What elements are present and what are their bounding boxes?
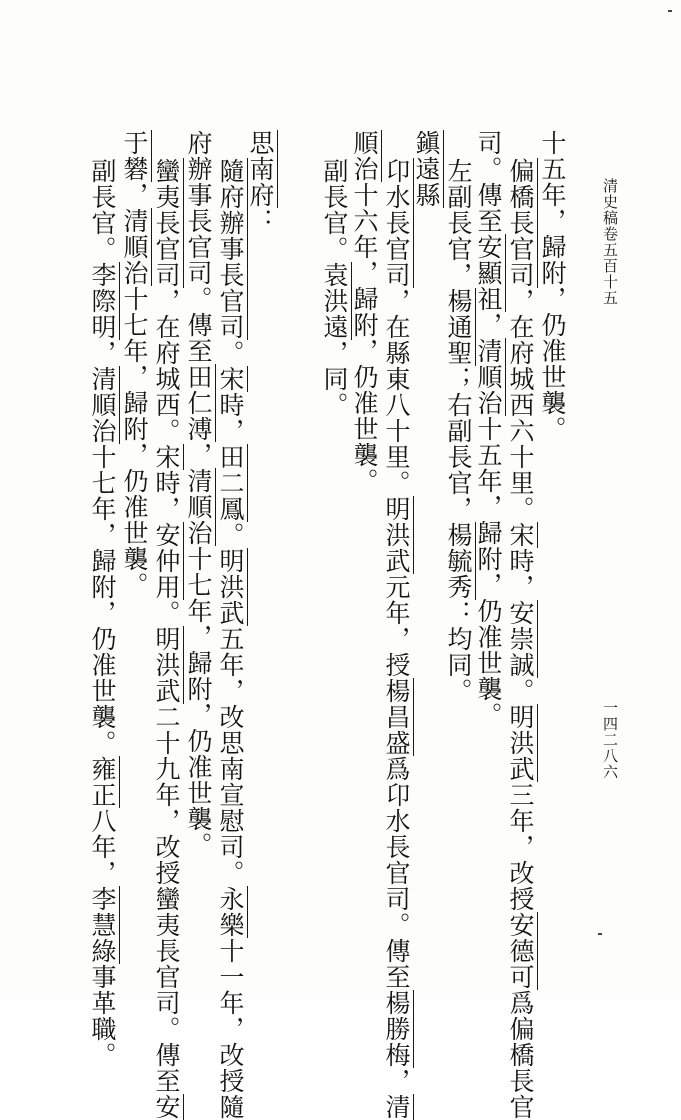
text-segment: ， xyxy=(474,312,503,338)
proper-name: 雍正 xyxy=(88,756,120,808)
proper-name: 明洪武 xyxy=(506,704,538,782)
page-number: 一四二八六 xyxy=(601,700,619,780)
proper-name: 李慧綠 xyxy=(88,886,120,964)
text-segment: 十五年，歸附，仍准世襲。 xyxy=(474,416,503,728)
proper-name: 明洪武 xyxy=(382,496,414,574)
text-segment: ： xyxy=(246,208,275,234)
book-title: 清史稿卷五百十五 xyxy=(601,178,619,306)
proper-name: 永樂 xyxy=(216,886,248,938)
proper-name: 宋 xyxy=(506,522,538,548)
text-segment: 副長官。 xyxy=(320,158,349,262)
text-segment: 副長官。 xyxy=(88,158,117,262)
text-segment: 三年，改授 xyxy=(506,782,535,912)
text-segment: ， xyxy=(120,182,149,208)
text-segment: 。 xyxy=(216,522,245,548)
proper-name: 袁洪遠 xyxy=(320,262,352,340)
proper-name: 思南府 xyxy=(246,130,278,208)
proper-name: 蠻夷長官司 xyxy=(152,158,184,288)
text-segment: ，在縣東八十里。 xyxy=(382,288,411,496)
text-segment: ；右副長官， xyxy=(444,366,473,522)
text-segment: ：均同。 xyxy=(444,600,473,704)
proper-name: 李際明 xyxy=(88,262,120,340)
text-column-3 xyxy=(476,130,501,728)
proper-name: 楊勝梅 xyxy=(382,990,414,1068)
proper-name: 安仲用 xyxy=(152,522,184,600)
proper-name: 于礬 xyxy=(120,130,152,182)
proper-name: 明洪武 xyxy=(152,626,184,704)
text-column-8 xyxy=(322,158,347,418)
text-column-11 xyxy=(186,130,211,858)
text-segment: 事革職。 xyxy=(88,964,117,1068)
text-segment: ， xyxy=(382,1068,411,1094)
proper-name: 隨府辦事長官司 xyxy=(216,158,248,340)
text-segment: ， xyxy=(184,442,213,468)
text-segment: 元年，授 xyxy=(382,574,411,678)
proper-name: 安德可 xyxy=(506,912,538,990)
proper-name: 清順治 xyxy=(474,338,506,416)
text-segment: 爲偏橋長官 xyxy=(506,990,535,1120)
text-column-1 xyxy=(540,130,565,442)
proper-name: 田仁溥 xyxy=(184,364,216,442)
text-segment: ， xyxy=(88,340,117,366)
proper-name: 順治 xyxy=(350,130,382,182)
proper-name: 安崇誠 xyxy=(506,600,538,678)
text-segment: 時， xyxy=(152,470,181,522)
text-column-7 xyxy=(352,130,377,494)
text-segment: 爲卬水長官司。傳至 xyxy=(382,756,411,990)
text-column-10 xyxy=(218,158,243,1120)
text-segment: 八年， xyxy=(88,808,117,886)
proper-name: 清順治 xyxy=(88,366,120,444)
text-segment: 二十九年，改授蠻夷長官司。傳至 xyxy=(152,704,181,1094)
proper-name: 楊昌盛 xyxy=(382,678,414,756)
proper-name: 清 xyxy=(382,1094,414,1120)
text-segment: ，在府城西。 xyxy=(152,288,181,444)
proper-name: 卬水長官司 xyxy=(382,158,414,288)
text-column-9 xyxy=(248,130,273,234)
text-column-14 xyxy=(90,158,115,1068)
text-column-2 xyxy=(508,158,533,1120)
text-segment: 。 xyxy=(506,678,535,704)
proper-name: 宋 xyxy=(216,366,248,392)
text-segment: 時， xyxy=(506,548,535,600)
text-segment: 。 xyxy=(216,340,245,366)
proper-name: 安顯祖 xyxy=(474,234,506,312)
text-segment: 十一年，改授隨 xyxy=(216,938,245,1120)
text-segment: 府辦事長官司。傳至 xyxy=(184,130,213,364)
text-segment: ，同。 xyxy=(320,340,349,418)
text-column-6 xyxy=(384,158,409,1120)
text-segment: 五年，改思南宣慰司。 xyxy=(216,626,245,886)
text-segment: 司。傳至 xyxy=(474,130,503,234)
text-segment: 時， xyxy=(216,392,245,444)
text-segment: ，在府城西六十里。 xyxy=(506,288,535,522)
text-column-4 xyxy=(446,158,471,704)
proper-name: 田二鳳 xyxy=(216,444,248,522)
text-segment: 十七年，歸附，仍准世襲。 xyxy=(120,286,149,598)
text-segment: 十六年，歸附，仍准世襲。 xyxy=(350,182,379,494)
proper-name: 偏橋長官司 xyxy=(506,158,538,288)
text-column-13 xyxy=(122,130,147,598)
proper-name: 楊通聖 xyxy=(444,288,476,366)
proper-name: 明洪武 xyxy=(216,548,248,626)
proper-name: 鎭遠縣 xyxy=(412,130,444,208)
text-column-5 xyxy=(414,130,439,208)
proper-name: 楊毓秀 xyxy=(444,522,476,600)
proper-name: 清順治 xyxy=(120,208,152,286)
text-segment: 十七年，歸附，仍准世襲。 xyxy=(88,444,117,756)
text-segment: 十五年，歸附，仍准世襲。 xyxy=(538,130,567,442)
text-segment: 十七年，歸附，仍准世襲。 xyxy=(184,546,213,858)
print-mark xyxy=(598,933,602,935)
text-segment: 。 xyxy=(152,600,181,626)
text-column-12 xyxy=(154,158,179,1120)
proper-name: 安 xyxy=(152,1094,184,1120)
proper-name: 清順治 xyxy=(184,468,216,546)
text-segment: 左副長官， xyxy=(444,158,473,288)
proper-name: 宋 xyxy=(152,444,184,470)
print-mark xyxy=(668,10,672,12)
